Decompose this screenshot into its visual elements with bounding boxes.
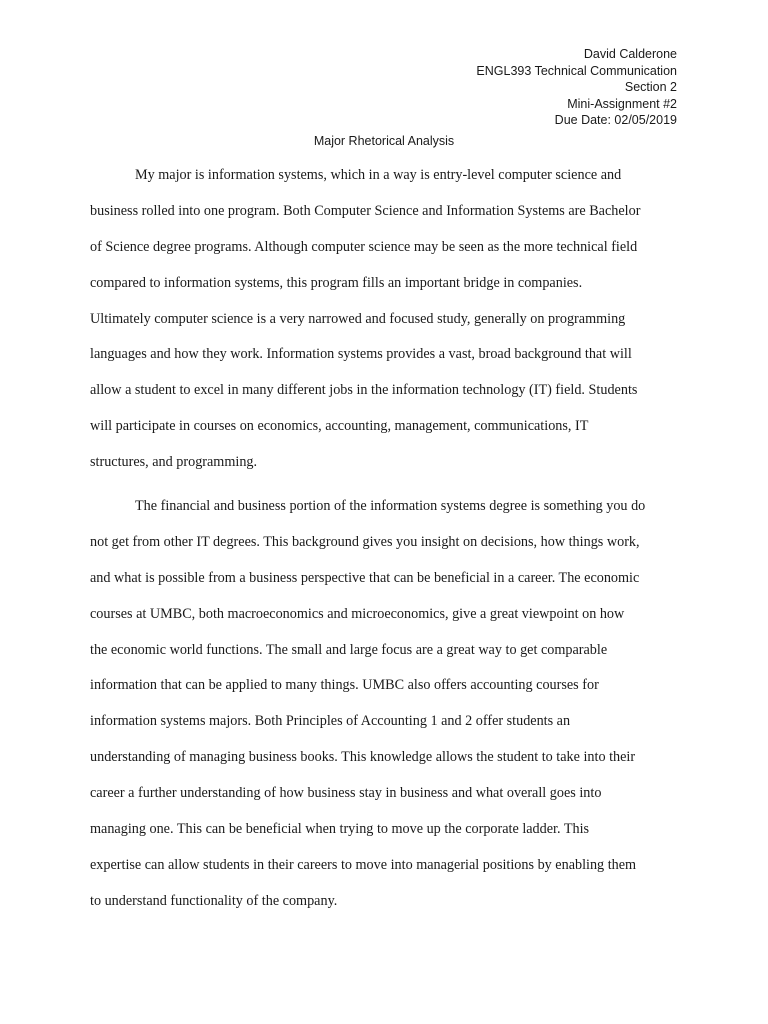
paragraph-2: [90, 497, 680, 928]
author-name: David Calderone: [583, 47, 677, 61]
paragraph-line: will participate in courses on economics, accounting, management, communications, IT: [90, 418, 589, 435]
paragraph-line: the economic world functions. The small and large focus are a great way to get comparable: [90, 641, 608, 658]
paragraph-line: My major is information systems, which in a way is entry-level computer science and: [135, 167, 622, 183]
paragraph-line: courses at UMBC, both macroeconomics and microeconomics, give a great viewpoint on how: [90, 605, 625, 622]
paragraph-line: information that can be applied to many things. UMBC also offers accounting courses for: [90, 677, 599, 694]
paragraph-line: understanding of managing business books. This knowledge allows the student to take into their: [90, 749, 636, 766]
paragraph-line: managing one. This can be beneficial when trying to move up the corporate ladder. This: [90, 821, 590, 838]
paragraph-line: expertise can allow students in their careers to move into managerial positions by enabling them: [90, 856, 637, 873]
paragraph-1: [90, 166, 680, 489]
paragraph-line: career a further understanding of how business stay in business and what overall goes into: [90, 785, 602, 802]
header-block: [476, 46, 677, 129]
paragraph-line: allow a student to excel in many different jobs in the information technology (IT) field. Students: [90, 382, 638, 399]
paragraph-line: structures, and programming.: [90, 454, 258, 471]
paragraph-line: of Science degree programs. Although computer science may be seen as the more technical field: [90, 238, 638, 255]
paragraph-line: to understand functionality of the company.: [90, 892, 338, 909]
paragraph-line: and what is possible from a business perspective that can be beneficial in a career. The economic: [90, 569, 640, 586]
paragraph-line: Ultimately computer science is a very narrowed and focused study, generally on programming: [90, 310, 626, 327]
paragraph-line: compared to information systems, this program fills an important bridge in companies.: [90, 274, 583, 291]
paragraph-line: business rolled into one program. Both Computer Science and Information Systems are Bachelor: [90, 202, 641, 219]
due-date: Due Date: 02/05/2019: [554, 113, 677, 127]
paragraph-line: information systems majors. Both Principles of Accounting 1 and 2 offer students an: [90, 713, 571, 730]
paragraph-line: The financial and business portion of the information systems degree is something you do: [135, 498, 646, 514]
document-title: Major Rhetorical Analysis: [313, 134, 455, 148]
course-name: ENGL393 Technical Communication: [476, 63, 677, 78]
assignment-name: Mini-Assignment #2: [567, 96, 677, 111]
paragraph-line: languages and how they work. Information systems provides a vast, broad background that will: [90, 346, 632, 363]
section-number: Section 2: [624, 80, 677, 94]
paragraph-line: not get from other IT degrees. This background gives you insight on decisions, how things work,: [90, 533, 640, 550]
